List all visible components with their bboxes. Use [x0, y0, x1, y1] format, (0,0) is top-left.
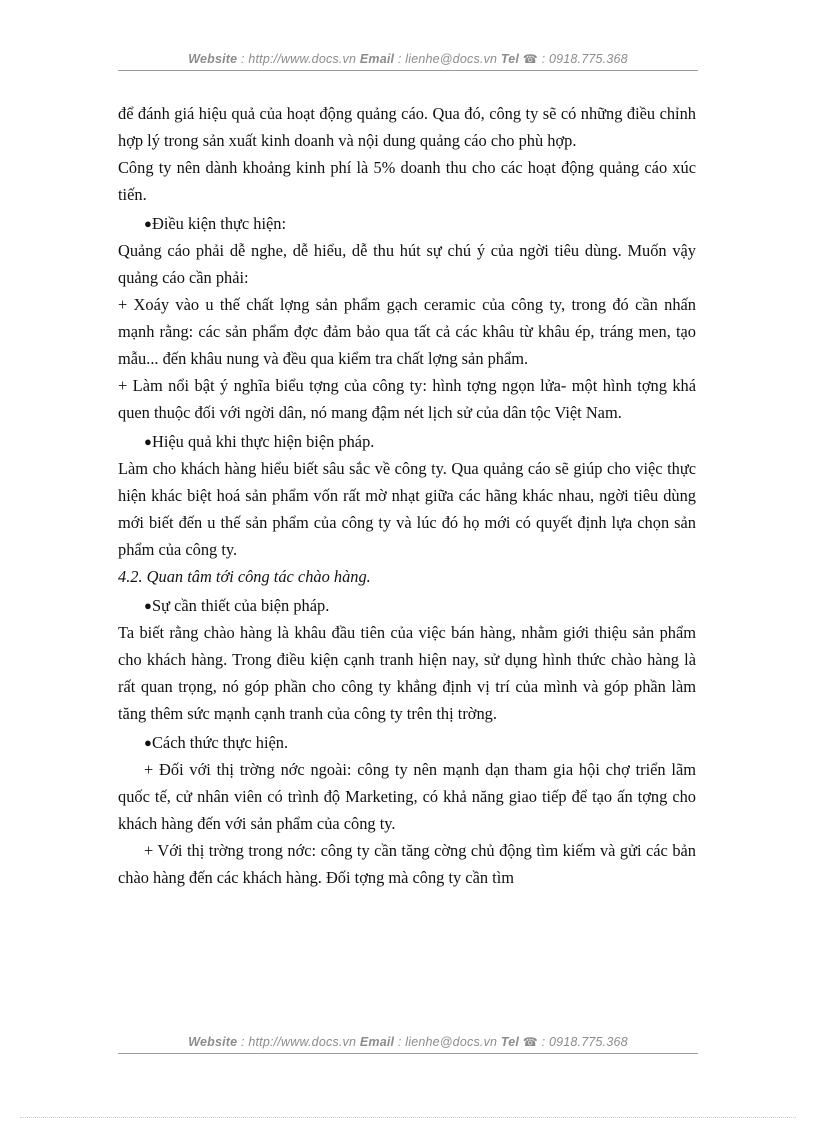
bullet-icon: ● — [144, 434, 152, 449]
email-label: Email — [359, 1035, 395, 1049]
phone-number: : 0918.775.368 — [541, 1035, 628, 1049]
bullet-text: Sự cần thiết của biện pháp. — [152, 596, 330, 615]
email-address[interactable]: : lienhe@docs.vn — [397, 1035, 498, 1049]
bullet-icon: ● — [144, 216, 152, 231]
paragraph: + Với thị trờng trong nớc: công ty cần tăng cờng chủ động tìm kiếm và gửi các bản chào hàng đến các khách hàng. Đối tợng mà công ty cần tìm — [118, 841, 696, 887]
paragraph: + Xoáy vào u thế chất lợng sản phẩm gạch ceramic của công ty, trong đó cần nhấn mạnh rằng: các sản phẩm đợc đảm bảo qua tất cả các khâu từ khâu ép, tráng men, tạo mẫu... đến khâu nung và đều qua kiểm tra chất lợng sản phẩm. — [118, 295, 696, 368]
tel-label: Tel — [500, 1035, 520, 1049]
website-label: Website — [188, 1035, 238, 1049]
paragraph: Quảng cáo phải dễ nghe, dễ hiểu, dễ thu hút sự chú ý của ngời tiêu dùng. Muốn vậy quảng cáo cần phải: — [118, 241, 696, 287]
bullet-item — [118, 210, 696, 237]
paragraph: Làm cho khách hàng hiểu biết sâu sắc về công ty. Qua quảng cáo sẽ giúp cho việc thực hiện khác biệt hoá sản phẩm vốn rất mờ nhạt giữa các hãng khác nhau, ngời tiêu dùng mới biết đến u thế sản phẩm của công ty và lúc đó họ mới có quyết định lựa chọn sản phẩm của công ty. — [118, 459, 696, 559]
tel-label: Tel — [500, 52, 520, 66]
section-heading: 4.2. Quan tâm tới công tác chào hàng. — [118, 567, 371, 586]
email-label: Email — [359, 52, 395, 66]
phone-number: : 0918.775.368 — [541, 52, 628, 66]
bullet-item — [118, 592, 696, 619]
phone-icon: ☎ — [522, 52, 538, 66]
bullet-item — [118, 428, 696, 455]
website-label: Website — [188, 52, 238, 66]
paragraph: Ta biết rằng chào hàng là khâu đầu tiên của việc bán hàng, nhằm giới thiệu sản phẩm cho khách hàng. Trong điều kiện cạnh tranh hiện nay, sử dụng hình thức chào hàng là rất quan trọng, nó góp phần cho công ty khẳng định vị trí của mình và góp phần làm tăng thêm sức mạnh cạnh tranh của công ty trên thị trờng. — [118, 623, 696, 723]
website-url[interactable]: : http://www.docs.vn — [240, 52, 357, 66]
email-address[interactable]: : lienhe@docs.vn — [397, 52, 498, 66]
bullet-item — [118, 729, 696, 756]
paragraph: để đánh giá hiệu quả của hoạt động quảng cáo. Qua đó, công ty sẽ có những điều chỉnh hợp lý trong sản xuất kinh doanh và nội dung quảng cáo cho phù hợp. — [118, 104, 696, 150]
document-body — [118, 100, 696, 891]
paragraph: + Làm nổi bật ý nghĩa biểu tợng của công ty: hình tợng ngọn lửa- một hình tợng khá quen thuộc đối với ngời dân, nó mang đậm nét lịch sử của dân tộc Việt Nam. — [118, 376, 696, 422]
website-url[interactable]: : http://www.docs.vn — [240, 1035, 357, 1049]
page-footer — [118, 1035, 698, 1054]
bullet-icon: ● — [144, 598, 152, 613]
bullet-icon: ● — [144, 735, 152, 750]
page-header — [118, 52, 698, 71]
bullet-text: Điều kiện thực hiện: — [152, 214, 287, 233]
bullet-text: Cách thức thực hiện. — [152, 733, 289, 752]
paragraph: + Đối với thị trờng nớc ngoài: công ty nên mạnh dạn tham gia hội chợ triển lãm quốc tế, cử nhân viên có trình độ Marketing, có khả năng giao tiếp để tạo ấn tợng cho khách hàng đến với sản phẩm của công ty. — [118, 760, 696, 833]
phone-icon: ☎ — [522, 1035, 538, 1049]
bullet-text: Hiệu quả khi thực hiện biện pháp. — [152, 432, 375, 451]
paragraph: Công ty nên dành khoảng kinh phí là 5% doanh thu cho các hoạt động quảng cáo xúc tiến. — [118, 158, 696, 204]
page-edge-divider — [20, 1117, 796, 1118]
